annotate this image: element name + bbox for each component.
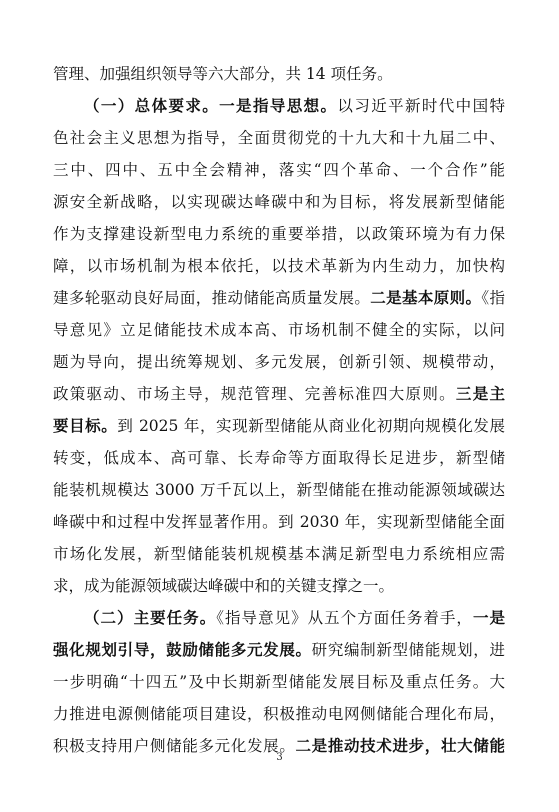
text-run: 建多轮驱动良好局面，推动储能高质量发展。: [53, 289, 371, 307]
text-line: [53, 122, 505, 154]
text-line: [53, 634, 505, 666]
text-run: 积极支持用户侧储能多元化发展。: [53, 737, 296, 755]
text-run: 作为支撑建设新型电力系统的重要举措，以政策环境为有力保: [53, 225, 505, 243]
text-line: [53, 410, 505, 442]
bold-text-run: 二是基本原则。: [370, 288, 482, 307]
text-run: 峰碳中和过程中发挥显著作用。到 2030 年，实现新型储能全面: [53, 513, 505, 531]
text-line: [53, 602, 505, 634]
text-run: 求，成为能源领域碳达峰碳中和的关键支撑之一。: [53, 577, 395, 595]
text-line: [53, 538, 505, 570]
text-line: [53, 58, 505, 90]
text-line: [53, 90, 505, 122]
text-run: 市场化发展，新型储能装机规模基本满足新型电力系统相应需: [53, 545, 505, 563]
text-run: 色社会主义思想为指导，全面贯彻党的十九大和十九届二中、: [53, 129, 505, 147]
text-line: [53, 570, 505, 602]
text-line: [53, 218, 505, 250]
text-run: 《指导意见》从五个方面任务着手，: [216, 609, 473, 627]
text-run: 《指: [481, 289, 505, 307]
text-line: [53, 250, 505, 282]
text-run: 导意见》立足储能技术成本高、市场机制不健全的实际，以问: [53, 321, 505, 339]
text-run: 以习近平新时代中国特: [337, 97, 505, 115]
text-run: 研究编制新型储能规划，进: [311, 641, 505, 659]
text-run: 转变，低成本、高可靠、长寿命等方面取得长足进步，新型储: [53, 449, 505, 467]
text-run: 一步明确“十四五”及中长期新型储能发展目标及重点任务。大: [53, 673, 505, 691]
text-run: 三中、四中、五中全会精神，落实“四个革命、一个合作”能: [53, 161, 505, 179]
page-number: 3: [276, 752, 283, 763]
bold-text-run: 二是推动技术进步，壮大储能: [295, 736, 505, 755]
text-line: [53, 186, 505, 218]
bold-text-run: 三是主: [455, 384, 505, 403]
text-run: 到 2025 年，实现新型储能从商业化初期向规模化发展: [117, 417, 505, 435]
text-line: [53, 154, 505, 186]
document-body: [53, 58, 505, 762]
text-line: [53, 666, 505, 698]
text-run: 源安全新战略，以实现碳达峰碳中和为目标，将发展新型储能: [53, 193, 505, 211]
text-run: 政策驱动、市场主导，规范管理、完善标准四大原则。: [53, 385, 456, 403]
text-line: [53, 698, 505, 730]
text-line: [53, 282, 505, 314]
text-run: 题为导向，提出统筹规划、多元发展，创新引领、规模带动，: [53, 353, 505, 371]
text-line: [53, 506, 505, 538]
text-line: [53, 474, 505, 506]
bold-text-run: 一是: [472, 608, 505, 627]
text-line: [53, 314, 505, 346]
bold-text-run: （二）主要任务。: [84, 608, 217, 627]
text-line: [53, 346, 505, 378]
bold-text-run: 要目标。: [53, 416, 118, 435]
text-line: [53, 442, 505, 474]
text-run: 力推进电源侧储能项目建设，积极推动电网侧储能合理化布局，: [53, 705, 505, 723]
bold-text-run: （一）总体要求。一是指导思想。: [84, 96, 338, 115]
bold-text-run: 强化规划引导，鼓励储能多元发展。: [53, 640, 312, 659]
text-run: 管理、加强组织领导等六大部分，共 14 项任务。: [53, 65, 393, 83]
text-line: [53, 378, 505, 410]
text-run: 障，以市场机制为根本依托，以技术革新为内生动力，加快构: [53, 257, 505, 275]
text-run: 能装机规模达 3000 万千瓦以上，新型储能在推动能源领域碳达: [53, 481, 505, 499]
